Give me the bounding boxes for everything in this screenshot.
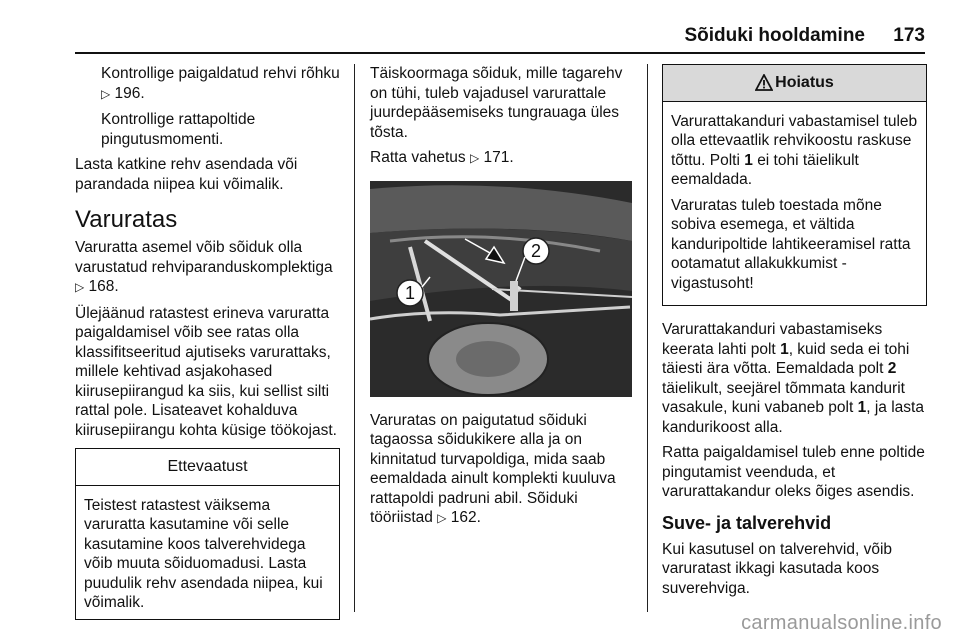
column-1 — [75, 64, 340, 620]
watermark: carmanualsonline.info — [741, 612, 942, 634]
list-item: Kontrollige rattapoltide pingutusmomenti. — [101, 111, 256, 148]
list-item: Kontrollige paigaldatud rehvi rõhku ▷ 196. — [101, 65, 340, 102]
spare-wheel-illustration — [370, 181, 632, 397]
page-number: 173 — [893, 25, 925, 46]
caution-text: Teistest ratastest väiksema varuratta kasutamine või selle kasutamine koos talverehvidega võib muuta sõiduomadusi. Lasta puudulik rehv asendada niipea, kui võimalik. — [84, 496, 323, 611]
page-ref-icon: ▷ — [469, 151, 480, 165]
callout-1-label: 1 — [404, 282, 416, 303]
page-header — [0, 26, 960, 56]
paragraph: Ülejäänud ratastest erineva varuratta paigaldamisel võib see ratas olla klassifitseeritud ajutiseks varurattaks, millele kehtivad asjakohased kiirusepiirangud ka siis, kui sellist silti rattal pole. Lisateavet kohalduva kiirusepiirangu kohta küsige töökojast. — [75, 304, 337, 439]
warning-header — [663, 65, 926, 102]
paragraph: Lasta katkine rehv asendada või parandada niipea kui võimalik. — [75, 156, 298, 193]
warning-triangle-icon — [755, 74, 773, 91]
warning-title: Hoiatus — [775, 74, 834, 91]
paragraph: Kui kasutusel on talverehvid, võib varuratast ikkagi kasutada koos suverehviga. — [662, 540, 893, 597]
section-heading: Varuratas — [75, 206, 178, 233]
paragraph: Varuratta asemel võib sõiduk olla varustatud rehviparanduskomplektiga ▷ 168. — [75, 239, 333, 295]
paragraph: Varurattakanduri vabastamiseks keerata lahti polt 1, kuid seda ei tohi täiesti ära võtta. Eemaldada polt 2 täielikult, seejärel tõmmata kandurit vasakule, kuni vabaneb polt 1, ja lasta kandurikoost alla. — [662, 321, 924, 436]
column-divider — [354, 64, 355, 612]
column-3 — [662, 64, 927, 604]
warning-text: Varurattakanduri vabastamisel tuleb olla ettevaatlik rehvikoostu raskuse tõttu. Polti 1 ei tohi täielikult eemaldada. Varuratas tuleb toestada mõne sobiva esemega, et vältida kanduripoltide lahtikeeramisel ratta ootamatut allakukkumist - vigastusoht! — [671, 112, 918, 292]
page-ref-icon: ▷ — [75, 280, 85, 294]
header-rule — [75, 52, 925, 54]
column-divider — [647, 64, 648, 612]
page-ref-icon: ▷ — [101, 86, 111, 101]
subsection-heading: Suve- ja talverehvid — [662, 512, 832, 533]
paragraph: Ratta vahetus ▷ 171. — [370, 149, 514, 166]
paragraph: Ratta paigaldamisel tuleb enne poltide pingutamist veenduda, et varurattakandur oleks õiges asendis. — [662, 444, 925, 500]
page-ref-icon: ▷ — [437, 511, 447, 525]
column-2 — [370, 64, 632, 535]
caution-box — [75, 448, 340, 620]
paragraph: Varuratas on paigutatud sõiduki tagaossa sõidukikere alla ja on kinnitatud turvapoldiga, mida saab eemaldada ainult komplekti kuuluva rattapoldi padruni abil. Sõiduki tööriistad ▷ 162. — [370, 411, 616, 526]
spare-wheel-drawing — [370, 181, 632, 397]
section-title: Sõiduki hooldamine — [684, 25, 865, 46]
bolt-icon — [510, 281, 518, 311]
warning-box — [662, 64, 927, 306]
callout-2-label: 2 — [530, 240, 542, 261]
caution-title: Ettevaatust — [76, 449, 339, 486]
paragraph: Täiskoormaga sõiduk, mille tagarehv on tühi, tuleb vajadusel varurattale juurdepääsemiseks tungrauaga üles tõsta. — [370, 65, 623, 141]
